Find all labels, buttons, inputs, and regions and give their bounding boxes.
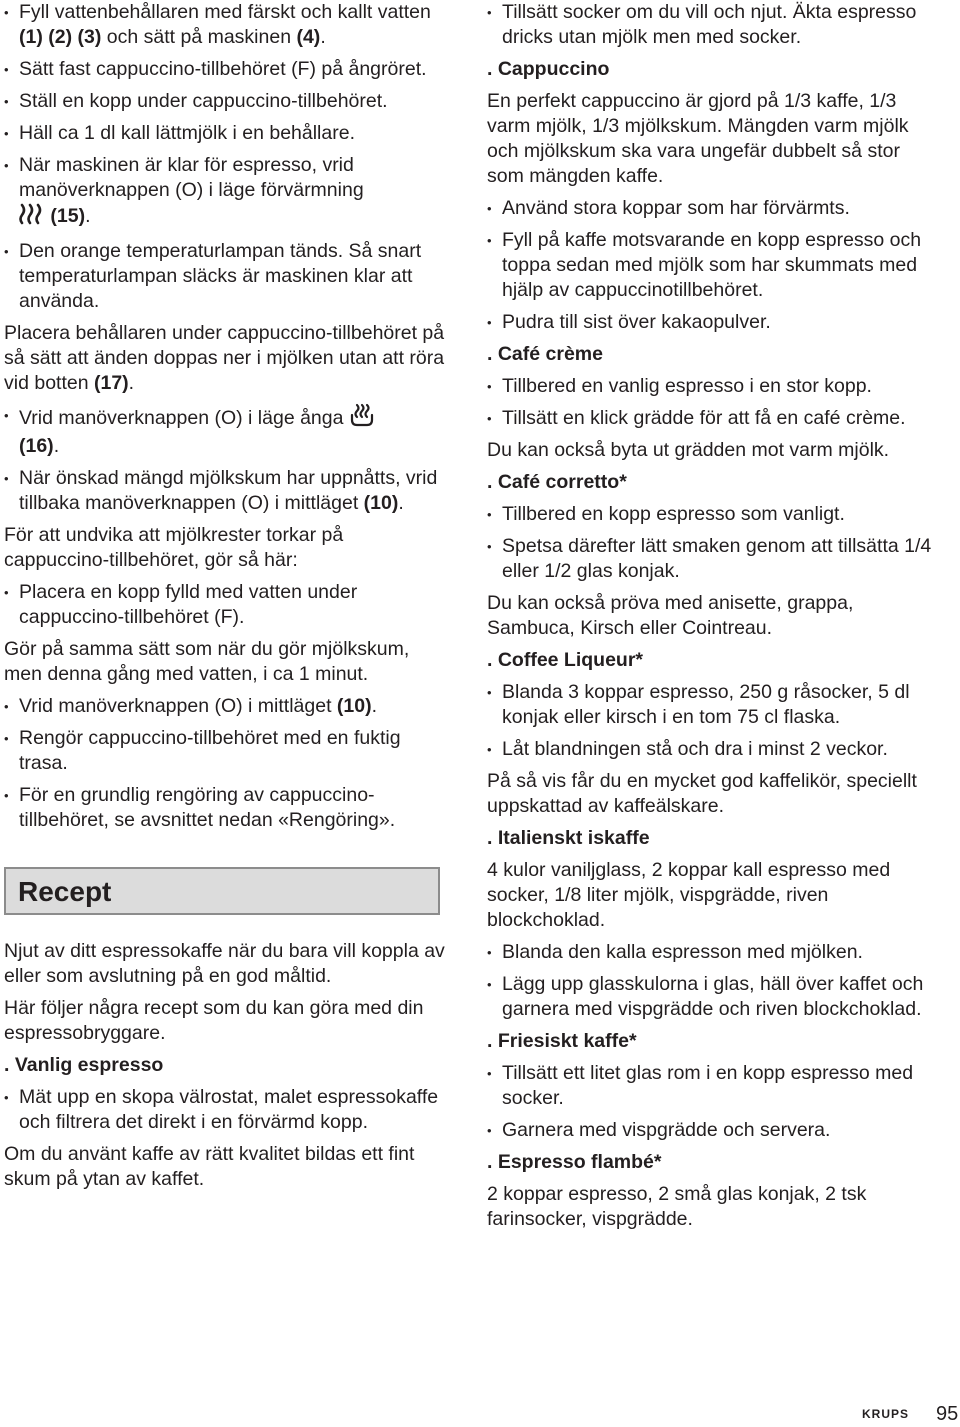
paragraph: På så vis får du en mycket god kaffelikör, speciellt uppskattad av kaffeälskare. <box>487 770 917 817</box>
ref-number: (10) <box>363 492 399 514</box>
recipe-heading: . Coffee Liqueur* <box>487 649 644 671</box>
recipe-heading: . Café corretto* <box>487 471 627 493</box>
list-item: • Häll ca 1 dl kall lättmjölk i en behållare. <box>4 121 449 146</box>
brand-logo: KRUPS <box>862 1407 910 1421</box>
steam-icon <box>349 403 375 434</box>
paragraph: En perfekt cappuccino är gjord på 1/3 kaffe, 1/3 varm mjölk, 1/3 mjölkskum. Mängden varm mjölk och mjölkskum ska vara ungefär dubbelt så stor som mängden kaffe. <box>487 90 909 187</box>
paragraph: Njut av ditt espressokaffe när du bara vill koppla av eller som avslutning på en god måltid. <box>4 940 445 987</box>
item-text: Fyll vattenbehållaren med färskt och kallt vatten <box>19 1 431 23</box>
item-text: och sätt på maskinen <box>106 26 292 48</box>
section-title-box <box>4 867 440 915</box>
list-item: • Vrid manöverknappen (O) i läge ånga (16). <box>4 403 449 459</box>
paragraph-text: Placera behållaren under cappuccino-tillbehöret på så sätt att änden doppas ner i mjölken utan att röra vid botten <box>4 322 445 394</box>
list-item: • Blanda 3 koppar espresso, 250 g råsocker, 5 dl konjak eller kirsch i en tom 75 cl flaska. <box>487 680 942 730</box>
list-item: • Tillsätt ett litet glas rom i en kopp espresso med socker. <box>487 1061 942 1111</box>
preheat-wave-icon <box>19 203 45 232</box>
paragraph: Gör på samma sätt som när du gör mjölkskum, men denna gång med vatten, i ca 1 minut. <box>4 638 410 685</box>
recipe-heading: . Café crème <box>487 343 603 365</box>
ref-number: (1) (2) (3) <box>19 26 102 48</box>
list-item: • Mät upp en skopa välrostat, malet espressokaffe och filtrera det direkt i en förvärmd kopp. <box>4 1085 449 1135</box>
list-item: • Tillbered en kopp espresso som vanligt. <box>487 502 942 527</box>
list-item: • När maskinen är klar för espresso, vrid manöverknappen (O) i läge förvärmning (15). <box>4 153 449 232</box>
paragraph: Placera behållaren under cappuccino-tillbehöret på så sätt att änden doppas ner i mjölken utan att röra vid botten (17). <box>4 322 445 394</box>
ref-number: (16) <box>19 435 54 457</box>
list-item: • Låt blandningen stå och dra i minst 2 veckor. <box>487 737 942 762</box>
item-text: Vrid manöverknappen (O) i läge ånga <box>19 407 344 429</box>
paragraph: För att undvika att mjölkrester torkar på cappuccino-tillbehöret, gör så här: <box>4 524 344 571</box>
ref-number: (10) <box>336 695 372 717</box>
list-item: • Använd stora koppar som har förvärmts. <box>487 196 942 221</box>
item-text: Vrid manöverknappen (O) i mittläget <box>19 695 332 717</box>
list-item: • Fyll vattenbehållaren med färskt och kallt vatten (1) (2) (3) och sätt på maskinen (4). <box>4 0 449 50</box>
list-item: • Tillsätt socker om du vill och njut. Äkta espresso dricks utan mjölk men med socker. <box>487 0 942 50</box>
list-item: • Tillbered en vanlig espresso i en stor kopp. <box>487 374 942 399</box>
paragraph: 2 koppar espresso, 2 små glas konjak, 2 tsk farinsocker, vispgrädde. <box>487 1183 867 1230</box>
left-column <box>4 0 449 1199</box>
recipe-heading: . Vanlig espresso <box>4 1054 164 1076</box>
list-item: • Tillsätt en klick grädde för att få en café crème. <box>487 406 942 431</box>
ref-number: (15) <box>50 205 86 227</box>
list-item: • Blanda den kalla espresson med mjölken. <box>487 940 942 965</box>
list-item: • Sätt fast cappuccino-tillbehöret (F) på ångröret. <box>4 57 449 82</box>
list-item: • Placera en kopp fylld med vatten under cappuccino-tillbehöret (F). <box>4 580 449 630</box>
paragraph: Du kan också byta ut grädden mot varm mjölk. <box>487 439 890 461</box>
paragraph: 4 kulor vaniljglass, 2 koppar kall espresso med socker, 1/8 liter mjölk, vispgrädde, riven blockchoklad. <box>487 859 891 931</box>
section-title: Recept <box>18 876 112 907</box>
list-item: • Lägg upp glasskulorna i glas, häll över kaffet och garnera med vispgrädde och riven blockchoklad. <box>487 972 942 1022</box>
list-item: • Rengör cappuccino-tillbehöret med en fuktig trasa. <box>4 726 449 776</box>
list-item: • Fyll på kaffe motsvarande en kopp espresso och toppa sedan med mjölk som har skummats med hjälp av cappuccinotillbehöret. <box>487 228 942 303</box>
page-number: 95 <box>936 1403 959 1425</box>
list-item: • För en grundlig rengöring av cappuccino-tillbehöret, se avsnittet nedan «Rengöring». <box>4 783 449 833</box>
paragraph: Här följer några recept som du kan göra med din espressobryggare. <box>4 997 424 1044</box>
list-item: • Garnera med vispgrädde och servera. <box>487 1118 942 1143</box>
list-item: • Pudra till sist över kakaopulver. <box>487 310 942 335</box>
paragraph: Du kan också pröva med anisette, grappa, Sambuca, Kirsch eller Cointreau. <box>487 592 854 639</box>
ref-number: (17) <box>93 372 129 394</box>
item-text: När önskad mängd mjölkskum har uppnåtts, vrid tillbaka manöverknappen (O) i mittläget <box>19 467 438 514</box>
recipe-heading: . Espresso flambé* <box>487 1151 662 1173</box>
list-item: • Vrid manöverknappen (O) i mittläget (10). <box>4 694 449 719</box>
list-item: • Den orange temperaturlampan tänds. Så snart temperaturlampan släcks är maskinen klar att använda. <box>4 239 449 314</box>
paragraph: Om du använt kaffe av rätt kvalitet bildas ett fint skum på ytan av kaffet. <box>4 1143 415 1190</box>
recipe-heading: . Cappuccino <box>487 58 610 80</box>
item-text: När maskinen är klar för espresso, vrid manöverknappen (O) i läge förvärmning <box>19 154 364 201</box>
recipe-heading: . Italienskt iskaffe <box>487 827 650 849</box>
list-item: • När önskad mängd mjölkskum har uppnåtts, vrid tillbaka manöverknappen (O) i mittläget (10). <box>4 466 449 516</box>
list-item: • Ställ en kopp under cappuccino-tillbehöret. <box>4 89 449 114</box>
right-column <box>487 0 942 1239</box>
recipe-heading: . Friesiskt kaffe* <box>487 1030 637 1052</box>
list-item: • Spetsa därefter lätt smaken genom att tillsätta 1/4 eller 1/2 glas konjak. <box>487 534 942 584</box>
ref-number: (4) <box>296 26 321 48</box>
